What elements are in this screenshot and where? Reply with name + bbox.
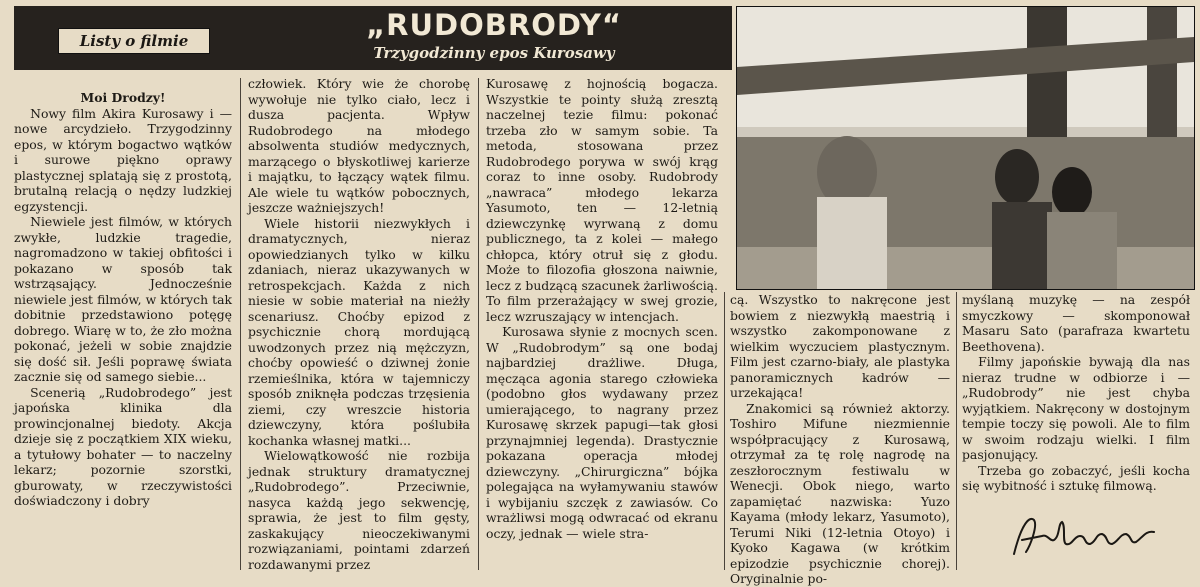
paragraph: Scenerią „Rudobrodego” jest japońska klinika dla prowincjonalnej biedoty. Akcja dzieje się z początkiem XIX wieku, a tytułowy bohater — to naczelny lekarz; pozornie szorstki, gburowaty, w rzeczywistości doświadczony i dobry [14, 384, 232, 508]
paragraph: myślaną muzykę — na zespół smyczkowy — skomponował Masaru Sato (parafraza kwartetu Beethovena). [962, 292, 1190, 354]
paragraph: Filmy japońskie bywają dla nas nieraz trudne w odbiorze i — „Rudobrody” nie jest chyba wyjątkiem. Nakręcony w dostojnym tempie toczy się powoli. Ale to film w swoim rodzaju wielki. I film pasjonujący. [962, 354, 1190, 462]
text-column-5 [962, 292, 1190, 494]
film-still-illustration [737, 7, 1194, 289]
article-title: „RUDOBRODY“ [366, 8, 622, 42]
text-column-4 [730, 292, 950, 587]
column-divider [240, 78, 241, 570]
article-header [14, 6, 732, 70]
author-signature [1008, 512, 1168, 560]
paragraph: Kurosawę z hojnością bogacza. Wszystkie te pointy służą zresztą naczelnej tezie filmu: pokonać trzeba zło w samym sobie. Ta metoda, stosowana przez Rudobrodego porywa w swój krąg coraz to inne osoby. Rudobrody „nawraca” młodego lekarza Yasumoto, ten — 12-letnią dziewczynkę wyrwaną z domu publicznego, ta z kolei — małego chłopca, który otruł się z głodu. Może to filozofia głoszona naiwnie, lecz z budzącą szacunek żarliwością. To film przerażający w swej grozie, lecz wzruszający w intencjach. [486, 76, 718, 324]
paragraph: Znakomici są również aktorzy. Toshiro Mifune niezmiennie współpracujący z Kurosawą, otrzymał za tę rolę nagrodę na zeszłorocznym festiwalu w Wenecji. Obok niego, warto zapamiętać nazwiska: Yuzo Kayama (młody lekarz, Yasumoto), Terumi Niki (12-letnia Otoyo) i Kyoko Kagawa (w krótkim epizodzie psychicznie chorej). Oryginalnie po- [730, 400, 950, 586]
greeting: Moi Drodzy! [80, 90, 166, 105]
film-still-photo [736, 6, 1195, 290]
paragraph: Wielowątkowość nie rozbija jednak struktury dramatycznej „Rudobrodego”. Przeciwnie, nasyca każdą jego sekwencję, sprawia, że jest to film gęsty, zaskakujący nieoczekiwanymi rozwiązaniami, pointami zdarzeń rozdawanymi przez [248, 448, 470, 572]
column-divider [478, 78, 479, 570]
signature-scribble [1008, 512, 1168, 560]
article-subtitle: Trzygodzinny epos Kurosawy [373, 44, 615, 62]
column-divider [724, 292, 725, 570]
rubric-label: Listy o filmie [58, 28, 210, 54]
paragraph: Wiele historii niezwykłych i dramatycznych, nieraz opowiedzianych tylko w kilku zdaniach, nieraz ukazywanych w retrospekcjach. Każda z nich niesie w sobie materiał na nieżły scenariusz. Choćby epizod z psychicznie chorą mordującą uwodzonych przez nią mężczyzn, choćby opowieść o dziwnej żonie rzemieślnika, która w tajemniczy sposób zniknęła podczas trzęsienia ziemi, czy wreszcie historia dziewczyny, która poślubiła kochanka własnej matki... [248, 215, 470, 448]
paragraph: człowiek. Który wie że chorobę wywołuje nie tylko ciało, lecz i dusza pacjenta. Wpływ Rudobrodego na młodego absolwenta studiów medycznych, marzącego o błyskotliwej karierze i majątku, to łączący wątek filmu. Ale wiele tu wątków pobocznych, jeszcze ważniejszych! [248, 76, 470, 215]
paragraph: Nowy film Akira Kurosawy i — nowe arcydzieło. Trzygodzinny epos, w którym bogactwo wątków i surowe piękno oprawy plastycznej splatają się z prostotą, brutalną relacją o nędzy ludzkiej egzystencji. [14, 105, 232, 214]
paragraph: cą. Wszystko to nakręcone jest bowiem z niezwykłą maestrią i wszystko zakomponowane z wielkim wyczuciem plastycznym. Film jest czarno-biały, ale plastyka panoramicznych kadrów — urzekająca! [730, 292, 950, 400]
paragraph: Kurosawa słynie z mocnych scen. W „Rudobrodym” są one bodaj najbardziej drażliwe. Długa, męcząca agonia starego człowieka (podobno głos wydawany przez umierającego, to nagrany przez Kurosawę skrzek papugi—tak głosi przynajmniej legenda). Drastycznie pokazana operacja młodej dziewczyny. „Chirurgiczna” bójka polegająca na wyłamywaniu stawów i wybijaniu szczęk z zawiasów. Co wrażliwsi mogą odwracać od ekranu oczy, jednak — wiele stra- [486, 324, 718, 541]
text-column-2 [248, 76, 470, 572]
text-column-3 [486, 76, 718, 541]
column-divider [956, 292, 957, 570]
paragraph: Niewiele jest filmów, w których zwykłe, ludzkie tragedie, nagromadzono w takiej obfitości i pokazano w sposób tak wstrząsający. Jednocześnie niewiele jest filmów, w których tak dobitnie przedstawiono potęgę dobrego. Wiarę w to, że zło można pokonać, jeżeli w sobie znajdzie się dość sił. Jeśli poprawę świata zacznie się od samego siebie... [14, 214, 232, 384]
paragraph: Trzeba go zobaczyć, jeśli kocha się wybitność i sztukę filmową. [962, 462, 1190, 493]
text-column-1 [14, 90, 232, 509]
